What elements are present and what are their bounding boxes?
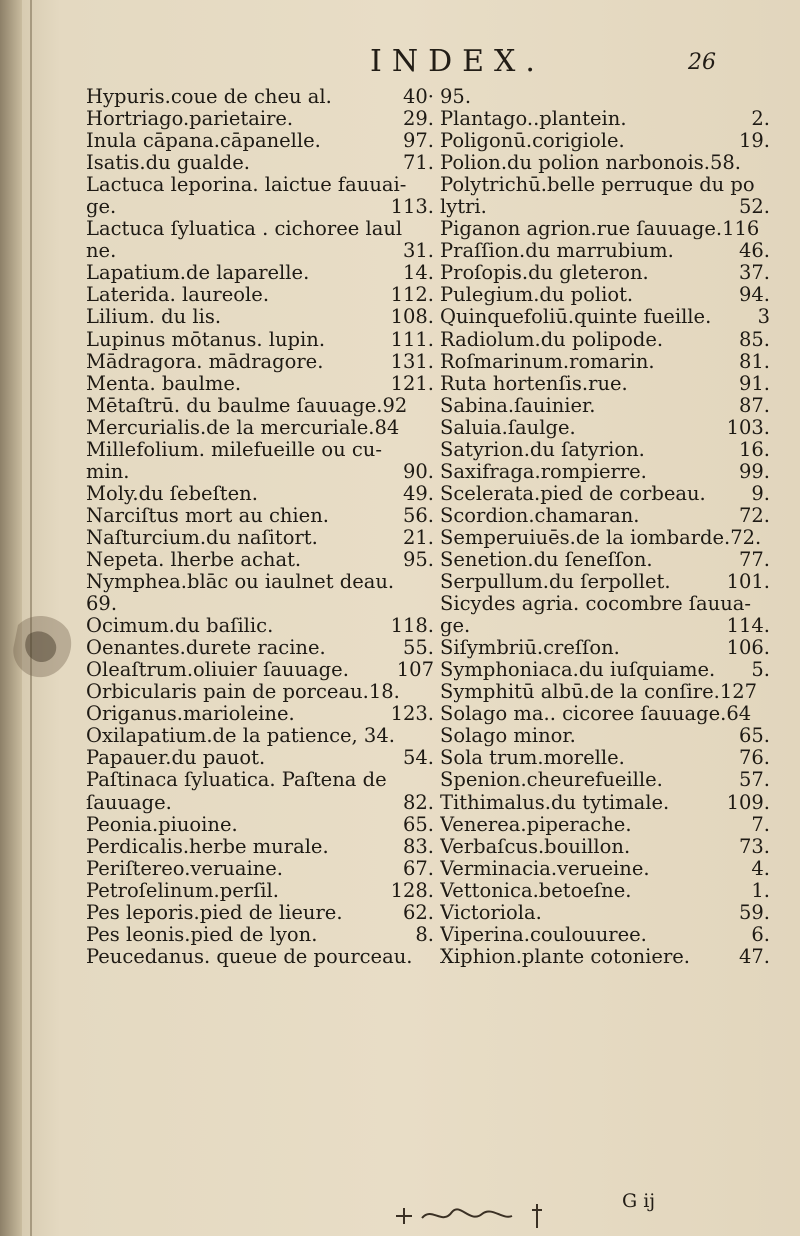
entry-text: Verbaſcus.bouillon. [440, 835, 631, 858]
entry-page-ref: 103. [726, 416, 770, 439]
index-entry [440, 703, 770, 725]
entry-page-ref: 29. [402, 108, 434, 131]
entry-page-ref [764, 681, 770, 703]
entry-text: Serpullum.du ſerpollet. [440, 571, 671, 594]
entry-text: Senetion.du ſeneſſon. [440, 548, 653, 571]
entry-text: Paſtinaca ſyluatica. Paſtena de [86, 769, 387, 792]
index-entry [440, 902, 770, 924]
entry-text: ge. [86, 196, 117, 219]
entry-text: Verminacia.verueine. [440, 857, 650, 880]
entry-page-ref: 59. [738, 901, 770, 924]
index-entry [86, 108, 434, 130]
entry-text: min. [86, 460, 130, 483]
entry-text: Vettonica.betoeſne. [440, 879, 632, 902]
index-entry [440, 505, 770, 527]
index-entry [440, 681, 770, 703]
entry-page-ref [764, 218, 770, 240]
entry-text: Hypuris.coue de cheu al. [86, 86, 332, 108]
entry-page-ref [764, 703, 770, 725]
index-entry [86, 527, 434, 549]
entry-text: Pes leonis.pied de lyon. [86, 923, 318, 946]
entry-page-ref: 71. [402, 152, 434, 175]
index-entry [86, 218, 434, 240]
entry-page-ref: 131. [390, 350, 434, 373]
index-entry [86, 858, 434, 880]
entry-page-ref [428, 395, 434, 417]
entry-page-ref [428, 439, 434, 461]
entry-page-ref [764, 593, 770, 615]
index-entry [440, 725, 770, 747]
entry-text: Semperuiuēs.de la iombarde.72. [440, 526, 762, 549]
entry-page-ref: 97. [402, 130, 434, 153]
entry-text: Siſymbriū.creſſon. [440, 637, 620, 660]
entry-text: Polion.du polion narbonois.58. [440, 152, 741, 175]
entry-page-ref [764, 86, 770, 108]
entry-page-ref: 56. [402, 504, 434, 527]
index-entry [86, 152, 434, 174]
entry-text: Scordion.chamaran. [440, 504, 640, 527]
entry-text: Oenantes.durete racine. [86, 637, 326, 660]
index-entry [440, 659, 770, 681]
index-entry [86, 395, 434, 417]
entry-page-ref: 76. [738, 747, 770, 770]
page-title: INDEX. [370, 44, 545, 79]
entry-page-ref: 55. [402, 637, 434, 660]
entry-text: Solago ma.. cicoree ſauuage.64 [440, 703, 752, 726]
entry-page-ref: 49. [402, 482, 434, 505]
entry-page-ref: 67. [402, 857, 434, 880]
entry-text: Symphitū albū.de la conſire.127 [440, 681, 758, 704]
entry-page-ref: 14. [402, 262, 434, 285]
index-entry [86, 681, 434, 703]
index-entry [86, 329, 434, 351]
entry-text: Hortriago.parietaire. [86, 108, 294, 131]
index-entry [440, 417, 770, 439]
entry-text: Proſopis.du gleteron. [440, 262, 649, 285]
entry-text: Xiphion.plante cotoniere. [440, 945, 691, 968]
entry-text: ſauuage. [86, 791, 172, 814]
index-entry [440, 792, 770, 814]
entry-text: Sicydes agria. cocombre ſauua- [440, 593, 751, 616]
entry-page-ref: 4. [751, 857, 770, 880]
entry-text: Ocimum.du baſilic. [86, 615, 274, 638]
entry-page-ref: 91. [738, 372, 770, 395]
entry-text: Orbicularis pain de porceau.18. [86, 681, 400, 704]
entry-page-ref: 95. [402, 548, 434, 571]
index-entry [440, 836, 770, 858]
index-entry [86, 747, 434, 769]
index-entry [440, 615, 770, 637]
entry-text: Scelerata.pied de corbeau. [440, 482, 706, 505]
index-entry [86, 703, 434, 725]
entry-text: Lactuca ſyluatica . cichoree laul [86, 218, 403, 241]
entry-text: Menta. baulme. [86, 372, 242, 395]
index-entry [86, 86, 434, 108]
entry-page-ref: 108. [390, 306, 434, 329]
entry-page-ref: 109. [726, 791, 770, 814]
entry-text: lytri. [440, 196, 487, 219]
entry-page-ref: 65. [738, 725, 770, 748]
entry-page-ref [428, 769, 434, 791]
index-entry [440, 108, 770, 130]
entry-text: Periſtereo.veruaine. [86, 857, 283, 880]
entry-text: Isatis.du gualde. [86, 152, 250, 175]
index-entry [440, 395, 770, 417]
entry-text: Mercurialis.de la mercuriale.84 [86, 416, 400, 439]
index-entry [86, 262, 434, 284]
entry-text: Papauer.du pauot. [86, 747, 266, 770]
entry-page-ref: 87. [738, 394, 770, 417]
entry-page-ref: 31. [402, 240, 434, 263]
entry-page-ref: 19. [738, 130, 770, 153]
index-entry [86, 461, 434, 483]
entry-text: ge. [440, 615, 471, 638]
index-entry [86, 880, 434, 902]
index-entry [440, 571, 770, 593]
entry-page-ref: 9. [751, 482, 770, 505]
index-entry [86, 284, 434, 306]
entry-page-ref: 57. [738, 769, 770, 792]
index-entry [86, 946, 434, 968]
entry-page-ref: 16. [738, 438, 770, 461]
index-entry [440, 196, 770, 218]
entry-text: Sabina.ſauinier. [440, 394, 596, 417]
index-entry [440, 483, 770, 505]
entry-page-ref [428, 417, 434, 439]
page-number: 26 [688, 50, 716, 75]
index-entry [440, 373, 770, 395]
entry-page-ref: 106. [726, 637, 770, 660]
entry-page-ref: 112. [390, 284, 434, 307]
entry-text: Pes leporis.pied de lieure. [86, 901, 343, 924]
index-entry [86, 571, 434, 593]
entry-text: Spenion.cheurefueille. [440, 769, 663, 792]
entry-text: Inula cāpana.cāpanelle. [86, 130, 321, 153]
ink-stain-drawing [8, 605, 78, 685]
index-entry [86, 240, 434, 262]
index-entry [440, 461, 770, 483]
index-entry [440, 218, 770, 240]
entry-text: Nepeta. lherbe achat. [86, 548, 302, 571]
entry-page-ref [428, 681, 434, 703]
entry-text: Symphoniaca.du iuſquiame. [440, 659, 716, 682]
index-entry [440, 924, 770, 946]
entry-text: 95. [440, 86, 472, 108]
entry-page-ref: 47. [738, 945, 770, 968]
index-column-left [86, 86, 434, 968]
entry-text: Millefolium. milefueille ou cu- [86, 438, 382, 461]
entry-text: Oxilapatium.de la patience, 34. [86, 725, 395, 748]
entry-page-ref: 82. [402, 791, 434, 814]
index-entry [440, 152, 770, 174]
entry-text: 69. [86, 593, 118, 616]
index-entry [86, 306, 434, 328]
index-entry [86, 769, 434, 791]
page-header [0, 44, 800, 84]
index-entry [440, 593, 770, 615]
entry-text: Peucedanus. queue de pourceau. [86, 945, 413, 968]
entry-text: Oleaſtrum.oliuier ſauuage. [86, 659, 349, 682]
entry-text: Venerea.piperache. [440, 813, 632, 836]
entry-text: Roſmarinum.romarin. [440, 350, 655, 373]
entry-page-ref: 114. [726, 615, 770, 638]
index-entry [440, 240, 770, 262]
entry-text: Quinquefoliū.quinte fueille. [440, 306, 712, 329]
entry-text: Peonia.piuoine. [86, 813, 238, 836]
entry-page-ref: 123. [390, 703, 434, 726]
index-entry [86, 196, 434, 218]
entry-page-ref: 99. [738, 460, 770, 483]
entry-text: ne. [86, 240, 117, 263]
entry-text: Perdicalis.herbe murale. [86, 835, 329, 858]
entry-page-ref [428, 593, 434, 615]
index-entry [86, 792, 434, 814]
index-entry [440, 130, 770, 152]
entry-text: Mētaſtrū. du baulme ſauuage.92 [86, 394, 408, 417]
entry-text: Lactuca leporina. laictue fauuai- [86, 174, 407, 197]
entry-page-ref [764, 174, 770, 196]
index-entry [440, 527, 770, 549]
entry-text: Saxifraga.rompierre. [440, 460, 647, 483]
index-entry [86, 130, 434, 152]
entry-text: Tithimalus.du tytimale. [440, 791, 670, 814]
entry-page-ref: 52. [738, 196, 770, 219]
index-entry [86, 417, 434, 439]
entry-page-ref: 81. [738, 350, 770, 373]
index-entry [440, 351, 770, 373]
entry-text: Petroſelinum.perſil. [86, 879, 279, 902]
index-entry [86, 637, 434, 659]
entry-text: Radiolum.du polipode. [440, 328, 664, 351]
index-entry [86, 902, 434, 924]
entry-page-ref: 85. [738, 328, 770, 351]
entry-text: Polytrichū.belle perruque du po [440, 174, 755, 197]
entry-page-ref: 72. [738, 504, 770, 527]
entry-text: Moly.du ſebeſten. [86, 482, 258, 505]
entry-page-ref: 83. [402, 835, 434, 858]
entry-page-ref: 8. [415, 923, 434, 946]
entry-page-ref [428, 174, 434, 196]
entry-page-ref: 101. [726, 571, 770, 594]
index-entry [86, 836, 434, 858]
entry-text: Ruta hortenſis.rue. [440, 372, 628, 395]
entry-text: Nymphea.blāc ou iaulnet deau. [86, 571, 395, 594]
entry-text: Laterida. laureole. [86, 284, 270, 307]
entry-text: Praſſion.du marrubium. [440, 240, 674, 263]
index-entry [86, 924, 434, 946]
index-entry [440, 814, 770, 836]
entry-text: Satyrion.du ſatyrion. [440, 438, 645, 461]
entry-page-ref [428, 946, 434, 968]
index-entry [86, 174, 434, 196]
entry-page-ref: 3 [757, 306, 770, 329]
index-entry [440, 262, 770, 284]
handwritten-mark-icon [392, 1196, 552, 1230]
entry-page-ref: 65. [402, 813, 434, 836]
entry-page-ref: 118. [390, 615, 434, 638]
index-entry [440, 439, 770, 461]
entry-page-ref: 1. [751, 879, 770, 902]
entry-text: Lapatium.de laparelle. [86, 262, 310, 285]
entry-page-ref [428, 571, 434, 593]
entry-text: Poligonū.corigiole. [440, 130, 625, 153]
index-entry [440, 769, 770, 791]
index-entry [440, 637, 770, 659]
entry-page-ref: 111. [390, 328, 434, 351]
entry-page-ref: 46. [738, 240, 770, 263]
entry-page-ref: 54. [402, 747, 434, 770]
entry-text: Plantago..plantein. [440, 108, 627, 131]
index-entry [440, 174, 770, 196]
entry-page-ref: 128. [390, 879, 434, 902]
entry-text: Viperina.coulouuree. [440, 923, 647, 946]
entry-page-ref [428, 725, 434, 747]
entry-page-ref: 6. [751, 923, 770, 946]
entry-page-ref [428, 218, 434, 240]
index-entry [86, 659, 434, 681]
entry-text: Victoriola. [440, 901, 542, 924]
entry-page-ref: 90. [402, 460, 434, 483]
index-entry [440, 306, 770, 328]
signature-mark: G ij [622, 1190, 656, 1212]
index-entry [86, 615, 434, 637]
index-entry [86, 373, 434, 395]
index-entry [86, 549, 434, 571]
entry-page-ref: 62. [402, 901, 434, 924]
entry-page-ref: 73. [738, 835, 770, 858]
index-entry [440, 86, 770, 108]
index-entry [86, 593, 434, 615]
index-entry [86, 505, 434, 527]
entry-page-ref: 5. [751, 659, 770, 682]
entry-page-ref [764, 527, 770, 549]
index-column-right [440, 86, 770, 968]
index-entry [440, 858, 770, 880]
entry-page-ref: 2. [751, 108, 770, 131]
entry-page-ref: 40· [402, 86, 434, 108]
index-entry [440, 880, 770, 902]
entry-text: Narciſtus mort au chien. [86, 504, 329, 527]
entry-text: Mādragora. mādragore. [86, 350, 324, 373]
entry-page-ref: 121. [390, 372, 434, 395]
index-entry [440, 549, 770, 571]
entry-page-ref [764, 152, 770, 174]
entry-page-ref: 107 [396, 659, 434, 682]
entry-text: Origanus.marioleine. [86, 703, 295, 726]
index-entry [440, 284, 770, 306]
entry-text: Piganon agrion.rue ſauuage.116 [440, 218, 760, 241]
index-entry [86, 351, 434, 373]
index-entry [86, 439, 434, 461]
entry-page-ref: 77. [738, 548, 770, 571]
entry-text: Naſturcium.du naſitort. [86, 526, 318, 549]
index-entry [86, 725, 434, 747]
entry-page-ref: 21. [402, 526, 434, 549]
entry-text: Solago minor. [440, 725, 576, 748]
entry-page-ref: 7. [751, 813, 770, 836]
index-entry [86, 814, 434, 836]
index-entry [440, 946, 770, 968]
entry-text: Saluia.ſaulge. [440, 416, 576, 439]
entry-page-ref: 113. [390, 196, 434, 219]
entry-page-ref: 37. [738, 262, 770, 285]
entry-text: Sola trum.morelle. [440, 747, 625, 770]
index-entry [86, 483, 434, 505]
page-footer [392, 1190, 692, 1236]
entry-text: Pulegium.du poliot. [440, 284, 634, 307]
entry-text: Lupinus mōtanus. lupin. [86, 328, 326, 351]
entry-page-ref: 94. [738, 284, 770, 307]
entry-text: Lilium. du lis. [86, 306, 222, 329]
index-entry [440, 747, 770, 769]
index-entry [440, 329, 770, 351]
